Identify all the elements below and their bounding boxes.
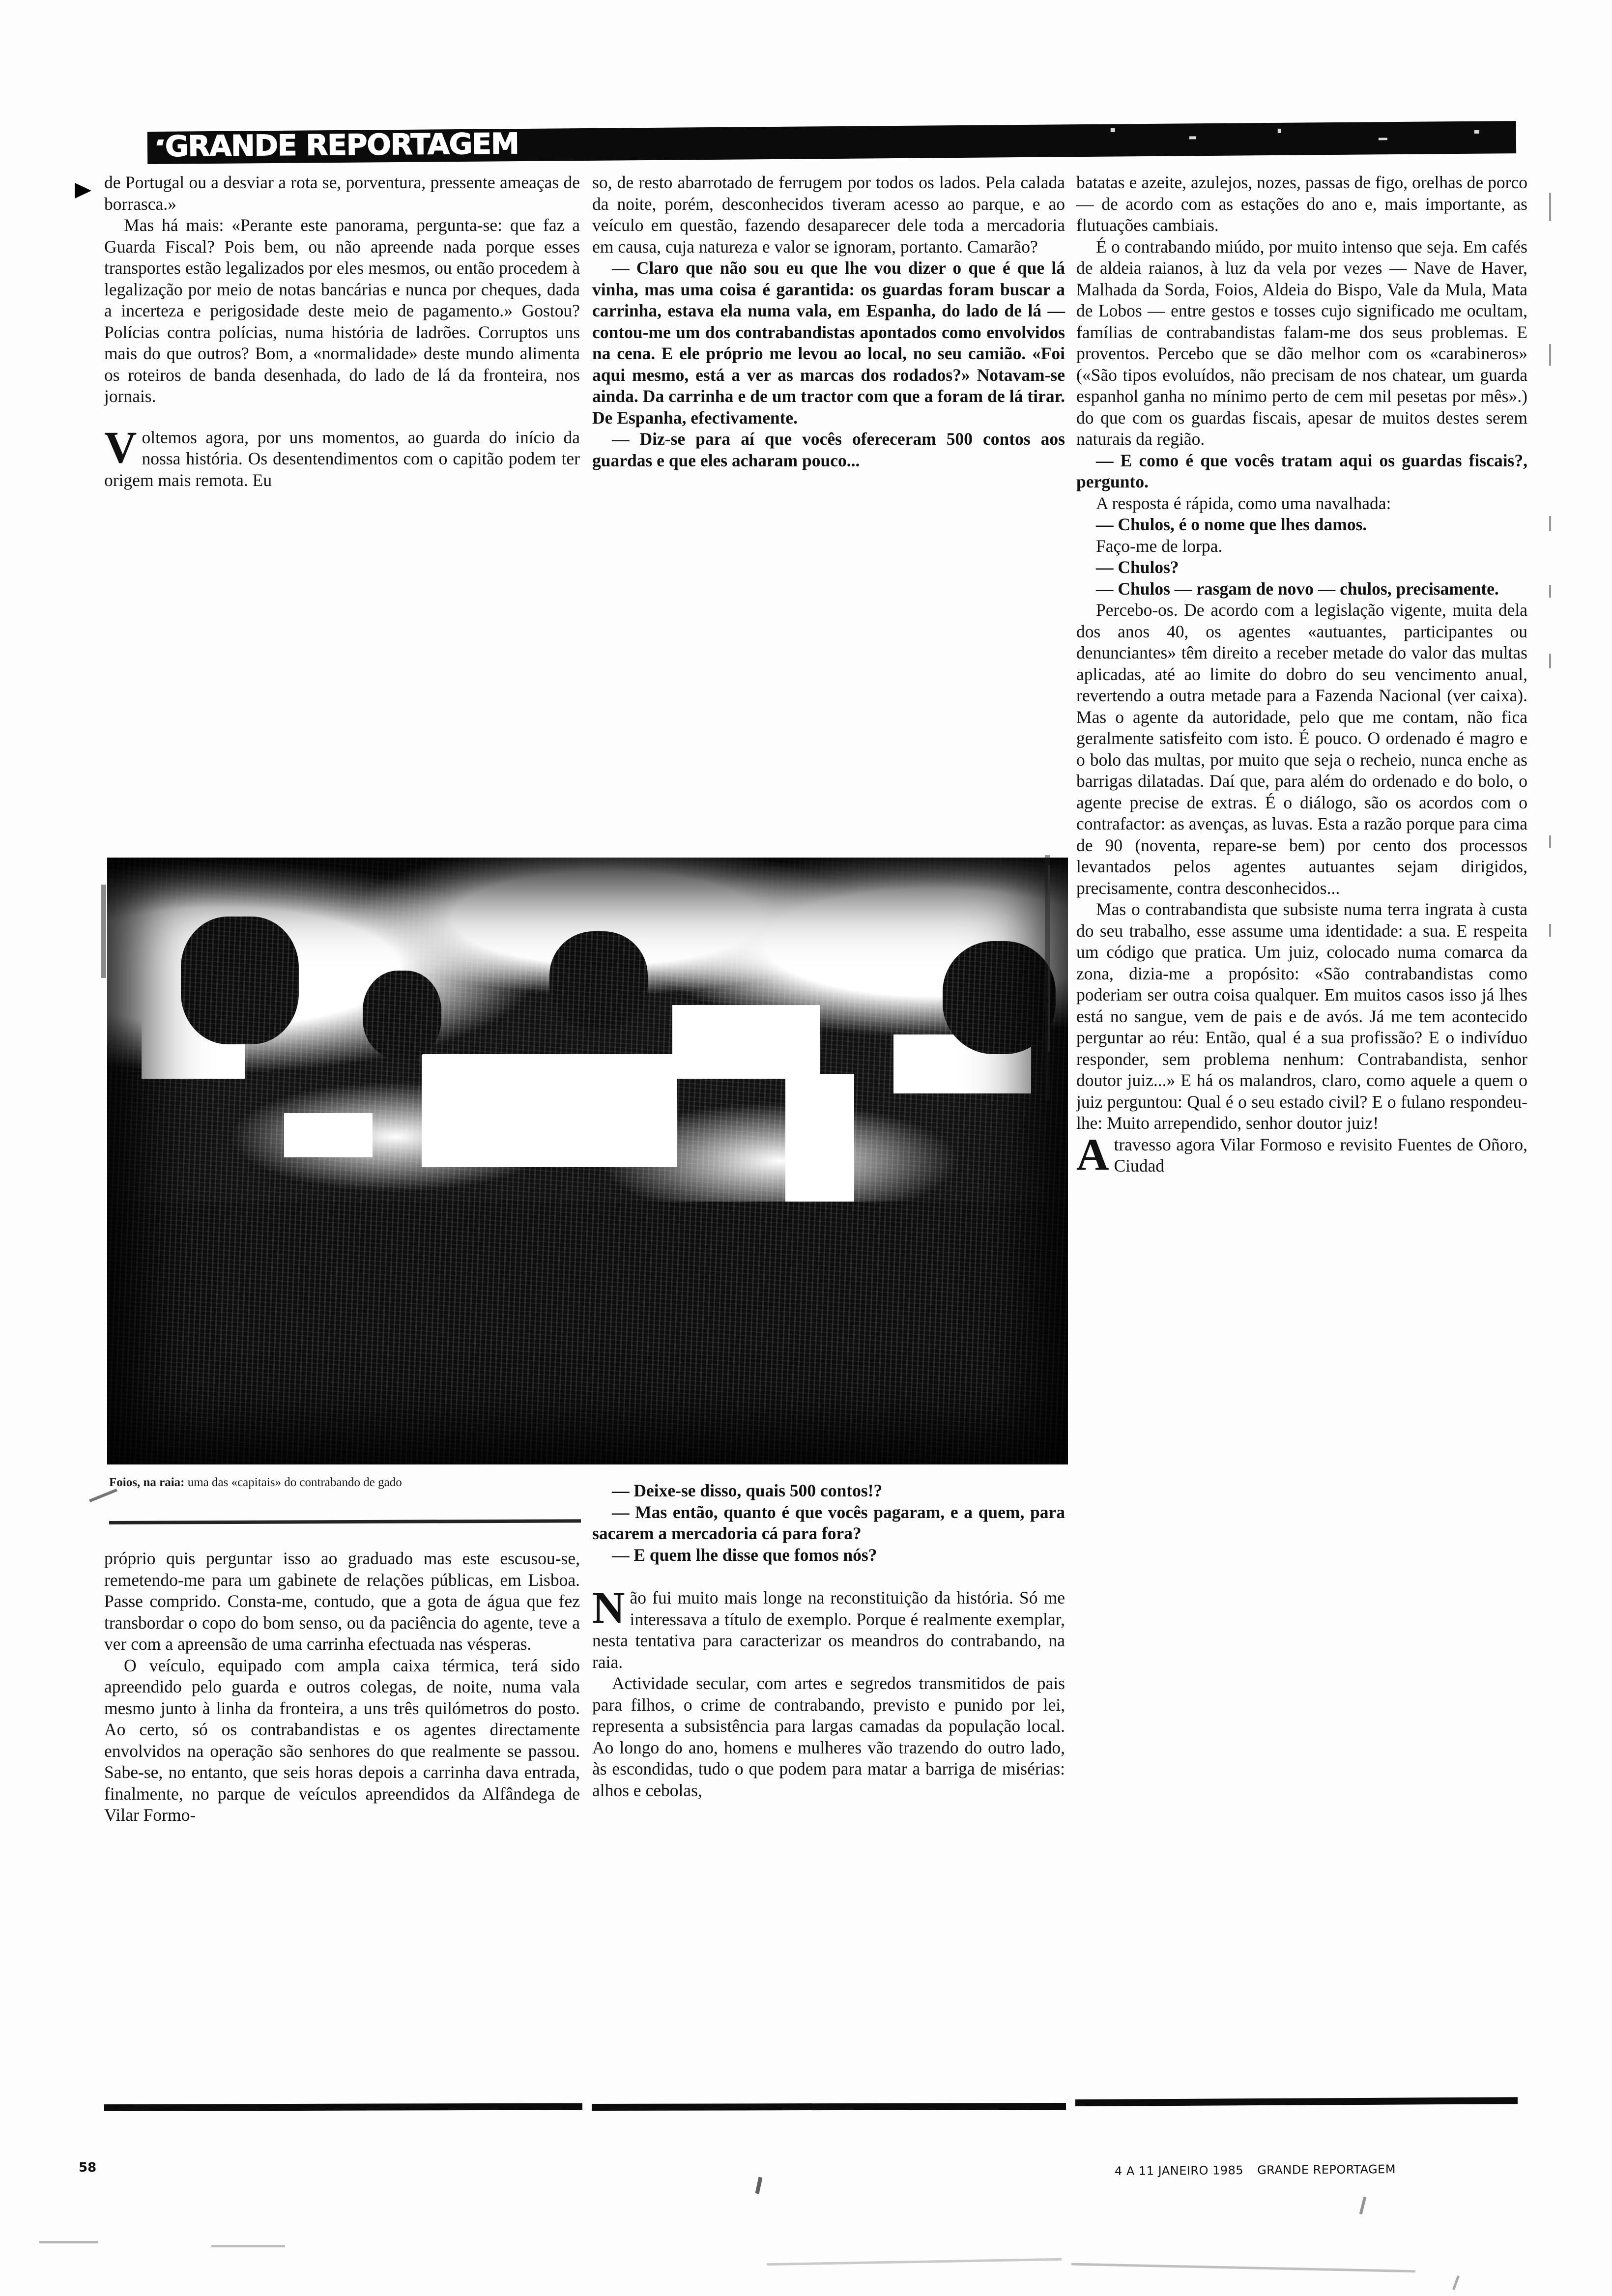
bottom-rule-column-1 xyxy=(104,2103,582,2111)
paragraph: Mas o contrabandista que subsiste numa terra ingrata à custa do seu trabalho, esse assume uma identidade: a sua. E respeita um código que pratica. Um juiz, colocado numa comarca da zona, dizia-me a propósito: «São contrabandistas como poderiam ser outra coisa qualquer. Em muitos casos isso já lhes está no sangue, vem de pais e de avós. Já me tem acontecido perguntar ao réu: Então, qual é a sua profissão? E o indivíduo responder, sem problema nenhum: Contrabandista, senhor doutor juiz...» E há os malandros, claro, como aquele a quem o juiz perguntou: Qual é o seu estado civil? E o fulano respondeu-lhe: Muito arrependido, senhor doutor juiz! xyxy=(1076,899,1527,1133)
margin-tick xyxy=(1549,835,1551,848)
photo-vignette xyxy=(107,858,1068,1464)
paragraph-dropcap: Voltemos agora, por uns momentos, ao guarda do início da nossa história. Os desentendimentos com o capitão podem ter origem mais remota. Eu xyxy=(104,422,580,490)
masthead-speck-icon xyxy=(1278,129,1281,133)
paragraph: O veículo, equipado com ampla caixa térmica, terá sido apreendido pelo guarda e outros colegas, de noite, numa vala mesmo junto à linha da fronteira, a uns três quilómetros do posto. Ao certo, só os contrabandistas e os agentes directamente envolvidos na operação são senhores do que realmente se passou. Sabe-se, no entanto, que seis horas depois a carrinha dava entrada, finalmente, no parque de veículos apreendidos da Alfândega de Vilar Formo- xyxy=(104,1655,580,1825)
scan-scratch xyxy=(89,1489,117,1502)
margin-tick xyxy=(1549,585,1551,598)
bottom-rule-column-2 xyxy=(592,2103,1066,2111)
paragraph-bold: — E quem lhe disse que fomos nós? xyxy=(612,1545,877,1565)
paragraph: É o contrabando miúdo, por muito intenso que seja. Em cafés de aldeia raianos, à luz da vela por vezes — Nave de Haver, Malhada da Sorda, Foios, Aldeia do Bispo, Vale da Mula, Mata de Lobos — entre gestos e tosses cujo significado me ocultam, famílias de contrabandistas falam-me dos seus problemas. E proventos. Percebo que se dão melhor com os «carabineros» («São tipos evoluídos, não precisam de nos chatear, um guarda espanhol ganha no mínimo perto de cem mil pesetas por mês».) do que com os guardas fiscais, apesar de muitos destes serem naturais da região. xyxy=(1076,236,1527,449)
paragraph-bold: — Claro que não sou eu que lhe vou dizer o que é que lá vinha, mas uma coisa é garantida: os guardas foram buscar a carrinha, estava ela numa vala, em Espanha, do lado de lá — contou-me um dos contrabandistas apontados como envolvidos na cena. E ele próprio me levou ao local, no seu camião. «Foi aqui mesmo, está a ver as marcas dos rodados?» Notavam-se ainda. Da carrinha e de um tractor com que a foram de lá tirar. De Espanha, efectivamente. xyxy=(592,258,1065,428)
masthead-speck-icon xyxy=(1111,128,1115,132)
paragraph-bold: — E como é que vocês tratam aqui os guardas fiscais?, pergunto. xyxy=(1076,450,1527,491)
column-1-top xyxy=(104,172,580,491)
paragraph: Faço-me de lorpa. xyxy=(1096,536,1223,556)
scan-artifact xyxy=(1452,2275,1460,2290)
continuation-arrow-icon xyxy=(75,183,91,199)
scan-artifact xyxy=(1359,2197,1367,2214)
scan-artifact xyxy=(211,2245,285,2247)
paragraph: de Portugal ou a desviar a rota se, porventura, pressente ameaças de borrasca.» xyxy=(104,172,580,214)
page-number: 58 xyxy=(79,2160,97,2175)
scan-artifact xyxy=(39,2241,98,2243)
margin-tick xyxy=(1549,654,1551,668)
bottom-rule-column-3 xyxy=(1075,2097,1518,2106)
paragraph-bold: — Chulos? xyxy=(1096,557,1179,577)
paragraph-bold: — Chulos — rasgam de novo — chulos, precisamente. xyxy=(1096,578,1499,599)
masthead-banner xyxy=(147,121,1516,164)
paragraph-bold: — Deixe-se disso, quais 500 contos!? xyxy=(612,1481,883,1500)
margin-tick xyxy=(1549,193,1551,221)
paragraph-bold: — Chulos, é o nome que lhes damos. xyxy=(1096,515,1367,534)
masthead-speck-icon xyxy=(1189,136,1196,139)
scan-scratch xyxy=(101,885,106,978)
article-photo xyxy=(107,858,1068,1464)
scan-artifact xyxy=(755,2177,763,2194)
photo-caption xyxy=(109,1474,655,1491)
masthead-speck-icon xyxy=(1379,138,1387,140)
column-3 xyxy=(1076,172,1527,1177)
paragraph: A resposta é rápida, como uma navalhada: xyxy=(1096,493,1391,513)
footer-meta xyxy=(1115,2162,1396,2178)
margin-tick xyxy=(1549,344,1551,366)
paragraph-bold: — Diz-se para aí que vocês ofereceram 500 contos aos guardas e que eles acharam pouco... xyxy=(592,429,1065,470)
masthead-tick-mark xyxy=(156,140,164,145)
scan-artifact xyxy=(1071,2263,1415,2273)
photo-caption-lead: Foios, na raia: xyxy=(109,1476,185,1489)
column-2-bottom xyxy=(592,1480,1065,1801)
issue-date: 4 A 11 JANEIRO 1985 xyxy=(1114,2163,1244,2178)
caption-divider-rule xyxy=(109,1519,581,1524)
paragraph: próprio quis perguntar isso ao graduado mas este escusou-se, remetendo-me para um gabinete de relações públicas, em Lisboa. Passe comprido. Consta-me, contudo, que a gota de água que fez transbordar o copo do bom senso, ou da paciência do agente, teve a ver com a apreensão de uma carrinha efectuada nas vésperas. xyxy=(104,1549,580,1654)
paragraph: Percebo-os. De acordo com a legislação vigente, muita dela dos anos 40, os agentes «autuantes, participantes ou denunciantes» têm direito a receber metade do valor das multas aplicadas, até ao limite do dobro do seu vencimento anual, revertendo a outra metade para a Fazenda Nacional (ver caixa). Mas o agente da autoridade, pelo que me contam, não fica geralmente satisfeito com isto. É pouco. O ordenado é magro e o bolo das multas, por muito que seja o recheio, nunca enche as barrigas dilatadas. Daí que, para além do ordenado e do bolo, o agente precise de extras. É o diálogo, são os acordos com o contrafactor: as avenças, as luvas. Esta a razão porque para cima de 90 (noventa, repare-se bem) por cento dos processos levantados pelos agentes autuantes sejam dirigidos, precisamente, contra desconhecidos... xyxy=(1076,600,1527,898)
paragraph: batatas e azeite, azulejos, nozes, passas de figo, orelhas de porco — de acordo com as estações do ano e, mais importante, as flutuações cambiais. xyxy=(1076,172,1527,235)
paragraph: Mas há mais: «Perante este panorama, pergunta-se: que faz a Guarda Fiscal? Pois bem, ou não apreende nada porque esses transportes estão legalizados por eles mesmos, ou então procedem à legalização por meio de notas bancárias e nunca por cheques, dada a incerteza e perigosidade deste meio de pagamento.» Gostou? Polícias contra polícias, numa história de ladrões. Corruptos uns mais do que outros? Bom, a «normalidade» deste mundo alimenta os roteiros de banda desenhada, do lado de lá da fronteira, nos jornais. xyxy=(104,215,580,406)
paragraph-bold: — Mas então, quanto é que vocês pagaram, e a quem, para sacarem a mercadoria cá para fora? xyxy=(592,1502,1065,1543)
paragraph: Actividade secular, com artes e segredos transmitidos de pais para filhos, o crime de contrabando, previsto e punido por lei, representa a subsistência para largas camadas da população local. Ao longo do ano, homens e mulheres vão trazendo do outro lado, às escondidas, tudo o que podem para matar a barriga de misérias: alhos e cebolas, xyxy=(592,1673,1065,1800)
scan-artifact xyxy=(767,2258,1062,2266)
masthead-title: GRANDE REPORTAGEM xyxy=(165,127,519,163)
paragraph: so, de resto abarrotado de ferrugem por todos os lados. Pela calada da noite, porém, desconhecidos tiveram acesso ao parque, e ao veículo em questão, fazendo desaparecer dele toda a mercadoria em causa, cuja natureza e valor se ignoram, portanto. Camarão? xyxy=(592,172,1065,257)
publication-name: GRANDE REPORTAGEM xyxy=(1257,2162,1396,2177)
photo-caption-text: uma das «capitais» do contrabando de gado xyxy=(184,1476,402,1489)
margin-tick xyxy=(1549,924,1551,937)
margin-tick xyxy=(1048,865,1050,1052)
column-1-bottom xyxy=(104,1548,580,1826)
column-2-top xyxy=(592,172,1065,471)
paragraph-dropcap: Atravesso agora Vilar Formoso e revisito Fuentes de Oñoro, Ciudad xyxy=(1076,1129,1527,1179)
margin-tick xyxy=(1549,516,1551,531)
paragraph-dropcap: Não fui muito mais longe na reconstituição da história. Só me interessava a título de exemplo. Porque é realmente exemplar, nesta tentativa para caracterizar os meandros do contrabando, na raia. xyxy=(592,1582,1065,1672)
masthead-speck-icon xyxy=(1474,130,1479,134)
